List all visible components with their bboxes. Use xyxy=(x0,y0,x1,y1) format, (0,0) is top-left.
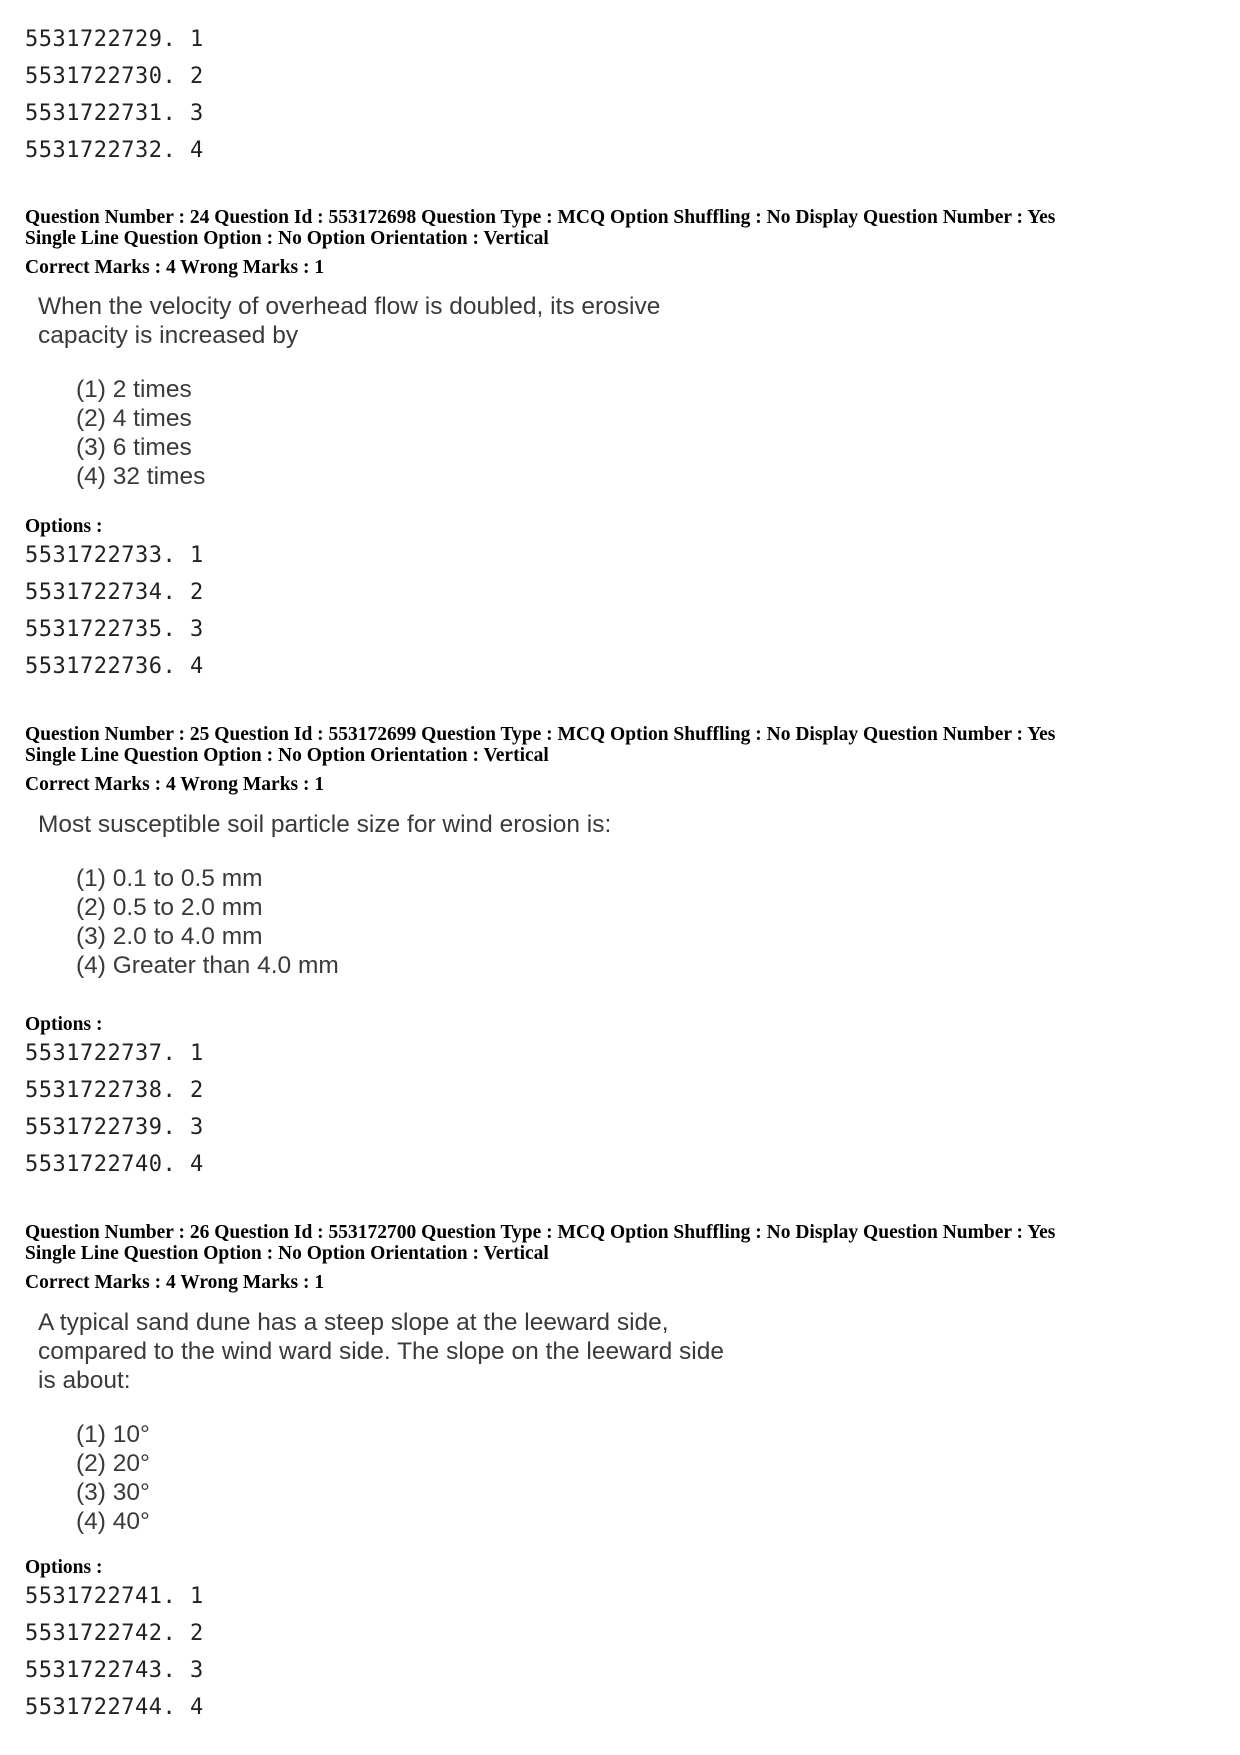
option-id: 5531722736 xyxy=(25,654,163,679)
question-marks-line: Correct Marks : 4 Wrong Marks : 1 xyxy=(25,774,325,795)
option-number: 4 xyxy=(189,654,204,679)
option-id: 5531722729 xyxy=(25,27,163,52)
option-number: 3 xyxy=(189,1115,204,1140)
question-choice: (3) 30° xyxy=(76,1479,150,1506)
option-number: 3 xyxy=(189,617,204,642)
question-meta-line-1: Question Number : 24 Question Id : 553172698 Question Type : MCQ Option Shuffling : No Display Question Number : Yes xyxy=(25,207,1056,228)
question-choices xyxy=(38,864,611,980)
option-line: 5531722731. 3 xyxy=(25,101,204,126)
options-list xyxy=(25,1035,204,1183)
option-id: 5531722740 xyxy=(25,1152,163,1177)
question-image xyxy=(38,810,611,980)
option-line: 5531722730. 2 xyxy=(25,64,204,89)
option-line: 5531722729. 1 xyxy=(25,27,204,52)
options-list xyxy=(25,537,204,685)
option-line: 5531722742. 2 xyxy=(25,1621,204,1646)
option-line: 5531722739. 3 xyxy=(25,1115,204,1140)
question-text: Most susceptible soil particle size for wind erosion is: xyxy=(38,811,612,838)
option-id: 5531722731 xyxy=(25,101,163,126)
option-number: 1 xyxy=(189,543,204,568)
question-choice: (4) 40° xyxy=(76,1508,150,1535)
option-id: 5531722733 xyxy=(25,543,163,568)
option-id: 5531722732 xyxy=(25,138,163,163)
question-image xyxy=(38,292,660,491)
option-line: 5531722735. 3 xyxy=(25,617,204,642)
option-id: 5531722730 xyxy=(25,64,163,89)
option-number: 2 xyxy=(189,580,204,605)
question-choice: (1) 10° xyxy=(76,1421,150,1448)
question-meta-line-2: Single Line Question Option : No Option Orientation : Vertical xyxy=(25,1243,549,1264)
option-id: 5531722742 xyxy=(25,1621,163,1646)
option-number: 3 xyxy=(189,101,204,126)
question-meta-line-1: Question Number : 25 Question Id : 553172699 Question Type : MCQ Option Shuffling : No Display Question Number : Yes xyxy=(25,724,1056,745)
option-number: 1 xyxy=(189,27,204,52)
option-id: 5531722734 xyxy=(25,580,163,605)
option-number: 4 xyxy=(189,138,204,163)
options-label: Options : xyxy=(25,1557,103,1578)
option-number: 1 xyxy=(189,1041,204,1066)
option-id: 5531722739 xyxy=(25,1115,163,1140)
question-choice: (4) 32 times xyxy=(76,463,206,490)
options-list xyxy=(25,1578,204,1726)
option-id: 5531722735 xyxy=(25,617,163,642)
question-choices xyxy=(38,1420,724,1536)
option-id: 5531722741 xyxy=(25,1584,163,1609)
question-choice: (2) 20° xyxy=(76,1450,150,1477)
option-line: 5531722737. 1 xyxy=(25,1041,204,1066)
option-line: 5531722734. 2 xyxy=(25,580,204,605)
top-options-list xyxy=(25,21,204,169)
question-meta-line-1: Question Number : 26 Question Id : 553172700 Question Type : MCQ Option Shuffling : No Display Question Number : Yes xyxy=(25,1222,1056,1243)
question-text: When the velocity of overhead flow is doubled, its erosive capacity is increased by xyxy=(38,293,661,349)
option-number: 4 xyxy=(189,1695,204,1720)
question-marks-line: Correct Marks : 4 Wrong Marks : 1 xyxy=(25,257,325,278)
question-marks-line: Correct Marks : 4 Wrong Marks : 1 xyxy=(25,1272,325,1293)
question-meta-line-2: Single Line Question Option : No Option Orientation : Vertical xyxy=(25,228,549,249)
option-number: 2 xyxy=(189,1078,204,1103)
question-choices xyxy=(38,375,660,491)
question-meta-line-2: Single Line Question Option : No Option Orientation : Vertical xyxy=(25,745,549,766)
option-line: 5531722741. 1 xyxy=(25,1584,204,1609)
option-number: 2 xyxy=(189,1621,204,1646)
option-line: 5531722733. 1 xyxy=(25,543,204,568)
option-line: 5531722738. 2 xyxy=(25,1078,204,1103)
option-line: 5531722743. 3 xyxy=(25,1658,204,1683)
question-choice: (3) 2.0 to 4.0 mm xyxy=(76,923,263,950)
question-choice: (1) 2 times xyxy=(76,376,192,403)
option-number: 2 xyxy=(189,64,204,89)
option-id: 5531722744 xyxy=(25,1695,163,1720)
option-number: 3 xyxy=(189,1658,204,1683)
option-id: 5531722738 xyxy=(25,1078,163,1103)
option-number: 4 xyxy=(189,1152,204,1177)
option-line: 5531722744. 4 xyxy=(25,1695,204,1720)
question-choice: (2) 4 times xyxy=(76,405,192,432)
question-choice: (4) Greater than 4.0 mm xyxy=(76,952,339,979)
option-line: 5531722740. 4 xyxy=(25,1152,204,1177)
option-id: 5531722737 xyxy=(25,1041,163,1066)
question-choice: (1) 0.1 to 0.5 mm xyxy=(76,865,263,892)
option-id: 5531722743 xyxy=(25,1658,163,1683)
question-choice: (2) 0.5 to 2.0 mm xyxy=(76,894,263,921)
options-label: Options : xyxy=(25,1014,103,1035)
option-line: 5531722736. 4 xyxy=(25,654,204,679)
options-label: Options : xyxy=(25,516,103,537)
question-image xyxy=(38,1308,724,1536)
question-text: A typical sand dune has a steep slope at the leeward side, compared to the wind ward side. The slope on the leeward side is about: xyxy=(38,1309,724,1394)
question-choice: (3) 6 times xyxy=(76,434,192,461)
option-line: 5531722732. 4 xyxy=(25,138,204,163)
option-number: 1 xyxy=(189,1584,204,1609)
